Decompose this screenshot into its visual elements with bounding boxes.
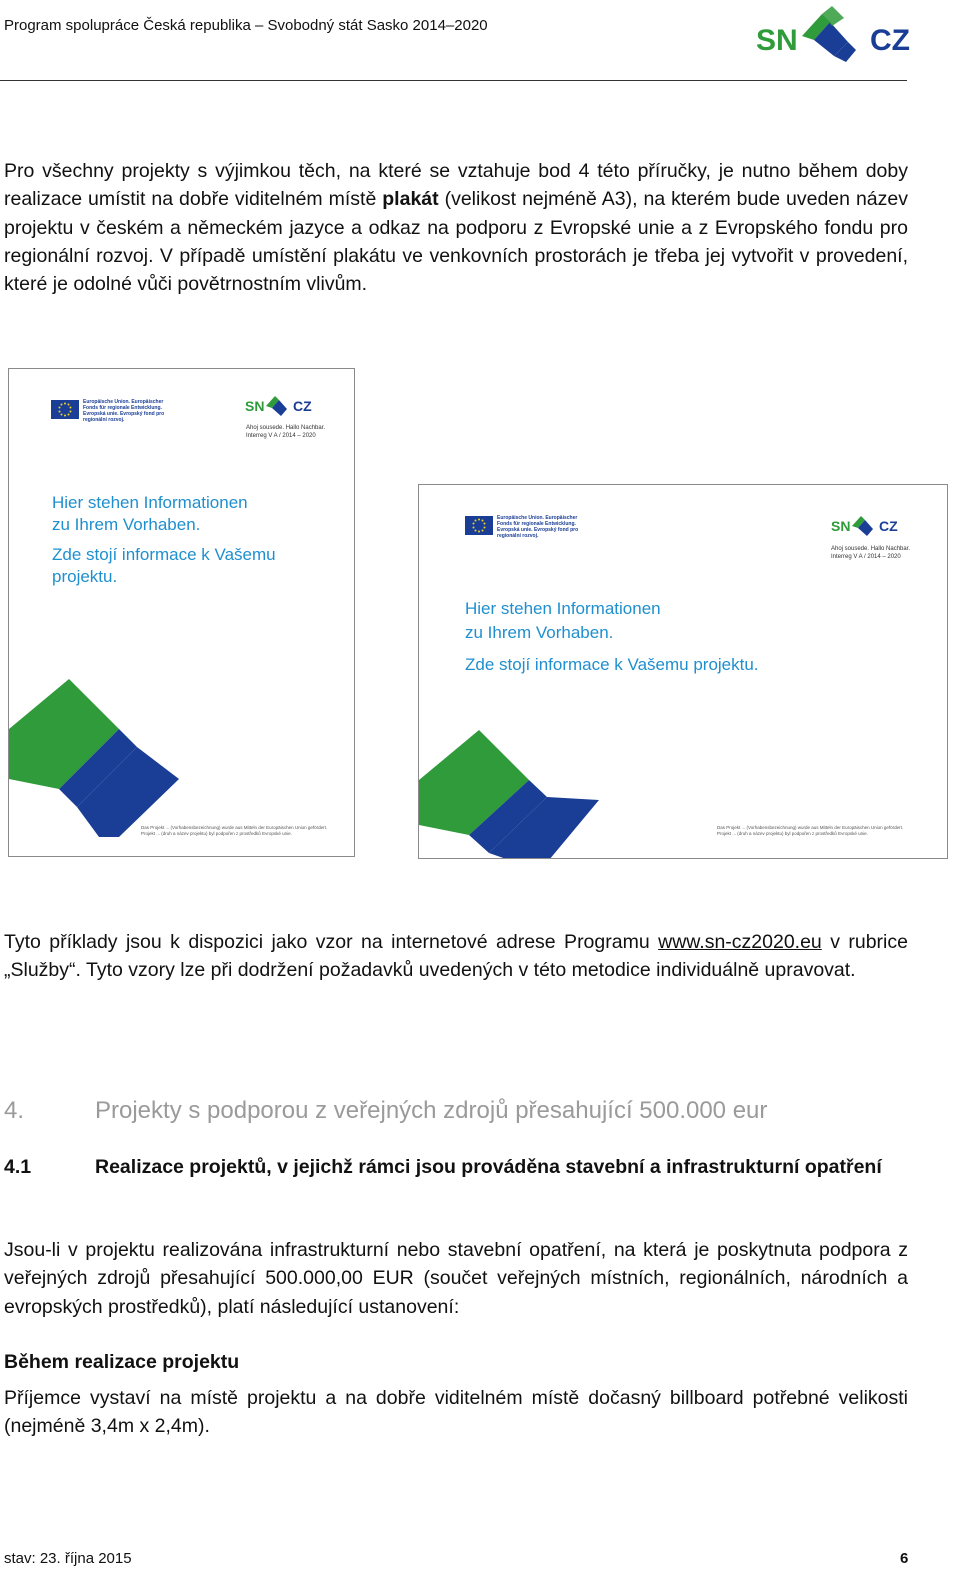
header-divider	[0, 80, 907, 81]
sn-cz-logo-small	[831, 511, 901, 541]
eu-flag-icon	[465, 516, 493, 535]
poster-info-text: Hier stehen Informationen zu Ihrem Vorhaben. Zde stojí informace k Vašemu projektu.	[465, 599, 759, 674]
program-website-link[interactable]: www.sn-cz2020.eu	[658, 931, 822, 953]
poster-footnote: Das Projekt ... (Vorhabensbezeichnung) wurde aus Mitteln der Europäischen Union gefördert. Projekt ... (druh a název projektu) byl podpořen z prostředků Evropské unie.	[717, 825, 904, 836]
logo-sn-text: SN	[756, 24, 798, 57]
intro-paragraph: Pro všechny projekty s výjimkou těch, na které se vztahuje bod 4 této příručky, je nutno během doby realizace umístit na dobře viditelném místě plakát (velikost nejméně A3), na kterém bude uveden název projektu v českém a německém jazyce a odkaz na podporu z Evropské unie a z Evropského fondu pro regionální rozvoj. V případě umístění plakátu ve venkovních prostorách je třeba jej vytvořit v provedení, které je odolné vůči povětrnostním vlivům.	[4, 160, 908, 296]
checkmark-graphic	[9, 669, 189, 839]
logo-cz-text: CZ	[870, 24, 910, 57]
running-header: Program spolupráce Česká republika – Svobodný stát Sasko 2014–2020	[4, 17, 488, 34]
poster-example-portrait	[8, 368, 355, 857]
poster-footnote: Das Projekt ... (Vorhabensbezeichnung) wurde aus Mitteln der Europäischen Union gefördert. Projekt ... (druh a název projektu) byl podpořen z prostředků Evropské unie.	[141, 825, 328, 836]
svg-text:SN: SN	[245, 398, 265, 414]
bold-keyword: plakát	[382, 188, 439, 211]
billboard-paragraph: Příjemce vystaví na místě projektu a na dobře viditelném místě dočasný billboard potřebné velikosti (nejméně 3,4m x 2,4m).	[4, 1387, 908, 1438]
sn-cz-logo	[752, 4, 912, 68]
svg-text:SN: SN	[831, 518, 851, 534]
footer-date: stav: 23. října 2015	[4, 1550, 132, 1567]
poster-tagline: Ahoj sousede. Hallo Nachbar. Interreg V A / 2014 – 2020	[246, 425, 326, 439]
page-number: 6	[900, 1550, 909, 1567]
conditions-paragraph: Jsou-li v projektu realizována infrastrukturní nebo stavební opatření, na která je poskytnuta podpora z veřejných zdrojů přesahující 500.000,00 EUR (součet veřejných místních, regionálních, národních a evropských prostředků), platí následující ustanovení:	[4, 1239, 908, 1318]
sn-cz-logo-small	[245, 391, 315, 421]
poster-tagline: Ahoj sousede. Hallo Nachbar. Interreg V A / 2014 – 2020	[831, 546, 911, 560]
templates-paragraph: Tyto příklady jsou k dispozici jako vzor na internetové adrese Programu www.sn-cz2020.eu v rubrice „Služby“. Tyto vzory lze při dodržení požadavků uvedených v této metodice individuálně upravovat.	[4, 931, 908, 982]
poster-example-landscape	[418, 484, 948, 859]
during-implementation-heading: Během realizace projektu	[4, 1351, 240, 1373]
eu-text: Europäische Union. Europäischer Fonds für regionale Entwicklung. Evropská unie. Evropský fond pro regionální rozvoj.	[497, 515, 579, 539]
checkmark-graphic	[419, 725, 609, 859]
eu-flag-icon	[51, 400, 79, 419]
poster-info-text: Hier stehen Informationen zu Ihrem Vorhaben. Zde stojí informace k Vašemu projektu.	[52, 493, 276, 586]
eu-text: Europäische Union. Europäischer Fonds für regionale Entwicklung. Evropská unie. Evropský fond pro regionální rozvoj.	[83, 399, 165, 423]
svg-text:CZ: CZ	[879, 518, 898, 534]
svg-text:CZ: CZ	[293, 398, 312, 414]
section-heading: 4. Projekty s podporou z veřejných zdrojů přesahující 500.000 eur	[4, 1097, 768, 1124]
